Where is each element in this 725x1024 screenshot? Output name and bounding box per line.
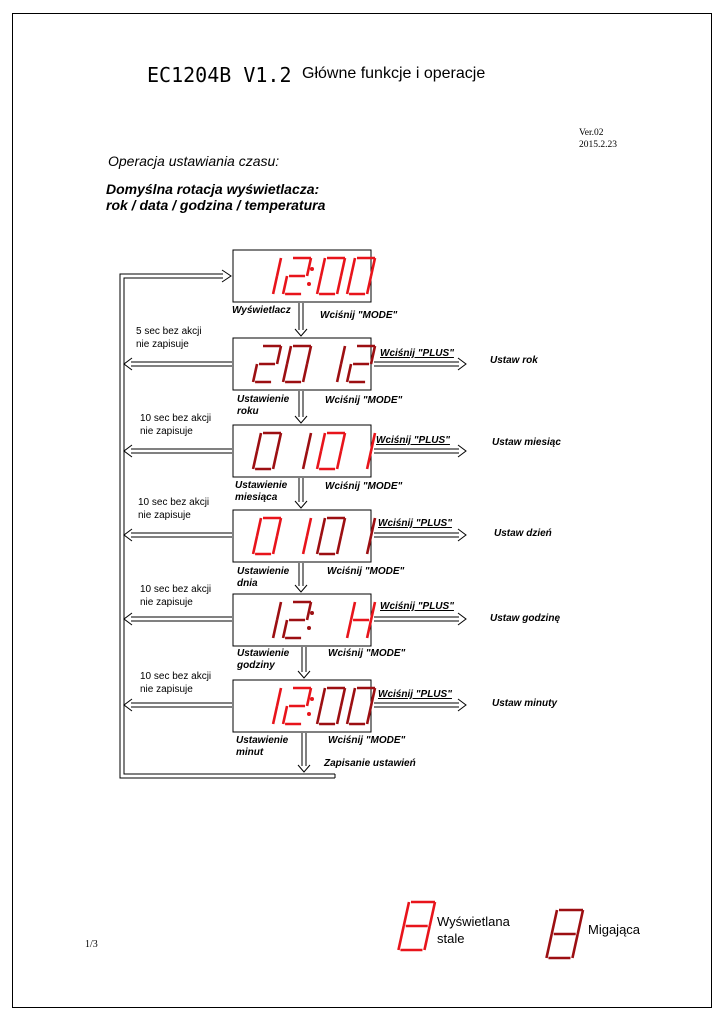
step-3-mode-label: Wciśnij "MODE" [325, 481, 403, 492]
step-1-mode-label: Wciśnij "MODE" [320, 310, 398, 321]
rotation-line-1: Domyślna rotacja wyświetlacza: [106, 181, 320, 197]
step-6-plus-label: Wciśnij "PLUS" [378, 689, 452, 700]
step-4-mode-label: Wciśnij "MODE" [327, 566, 405, 577]
display-step-6 [233, 680, 375, 732]
legend-digit [398, 902, 435, 950]
legend-blinking-glyph [546, 910, 583, 958]
step-3-timeout-line-2: nie zapisuje [140, 426, 193, 437]
step-6-timeout-line-1: 10 sec bez akcji [140, 671, 212, 682]
colon-dot-top [310, 697, 314, 701]
step-6-timeout-line-2: nie zapisuje [140, 684, 193, 695]
segment-b [578, 910, 583, 934]
version-number: Ver.02 [579, 128, 604, 138]
step-5-label-line-1: Ustawienie [237, 648, 290, 659]
step-3-label-line-2: miesiąca [235, 492, 278, 503]
step-2-mode-label: Wciśnij "MODE" [325, 395, 403, 406]
segment-b [371, 258, 375, 276]
step-4-timeout-line-2: nie zapisuje [138, 510, 191, 521]
step-6-mode-label: Wciśnij "MODE" [328, 735, 406, 746]
step-2-action: Ustaw rok [490, 355, 538, 366]
display-frame [233, 425, 371, 477]
legend-steady-line-1: Wyświetlana [437, 914, 510, 929]
segment-e [546, 934, 551, 958]
segment-b [371, 433, 375, 451]
segment-f [404, 902, 409, 926]
mode-arrow-4 [295, 563, 307, 592]
legend-steady-line-2: stale [437, 931, 465, 946]
colon-dot-bottom [307, 712, 311, 716]
segment-f [552, 910, 557, 934]
timeout-arrow-3 [124, 445, 232, 457]
colon-dot-bottom [307, 282, 311, 286]
page-number: 1/3 [85, 939, 98, 950]
mode-arrow-5 [298, 647, 310, 678]
timeout-arrow-5 [124, 613, 232, 625]
step-5-mode-label: Wciśnij "MODE" [328, 648, 406, 659]
display-step-1 [233, 250, 375, 302]
segment-c [572, 934, 577, 958]
step-5-plus-label: Wciśnij "PLUS" [380, 601, 454, 612]
display-step-5 [233, 594, 375, 646]
version-date: 2015.2.23 [579, 140, 617, 150]
step-6-label-line-2: minut [236, 747, 264, 758]
step-2-label-line-2: roku [237, 406, 259, 417]
display-step-4 [233, 510, 375, 562]
display-step-2 [233, 338, 375, 390]
segment-b [371, 346, 375, 364]
colon-dot-bottom [307, 626, 311, 630]
model-title: EC1204B V1.2 [147, 63, 292, 87]
timeout-arrow-6 [124, 699, 232, 711]
save-label: Zapisanie ustawień [324, 758, 416, 769]
step-2-plus-label: Wciśnij "PLUS" [380, 348, 454, 359]
timeout-arrow-2 [124, 358, 232, 370]
display-step-3 [233, 425, 375, 477]
colon-dot-top [310, 611, 314, 615]
plus-arrow-5 [374, 613, 466, 625]
step-2-label-line-1: Ustawienie [237, 394, 290, 405]
mode-arrow-2 [295, 391, 307, 423]
legend-steady-glyph [398, 902, 435, 950]
step-4-label-line-2: dnia [237, 578, 258, 589]
step-6-action: Ustaw minuty [492, 698, 558, 709]
timeout-arrow-4 [124, 529, 232, 541]
step-5-action: Ustaw godzinę [490, 613, 561, 624]
colon-dot-top [310, 267, 314, 271]
step-4-timeout-line-1: 10 sec bez akcji [138, 497, 210, 508]
legend-digit [546, 910, 583, 958]
step-3-action: Ustaw miesiąc [492, 437, 561, 448]
step-6-label-line-1: Ustawienie [236, 735, 289, 746]
plus-arrow-4 [374, 529, 466, 541]
step-4-plus-label: Wciśnij "PLUS" [378, 518, 452, 529]
display-frame [233, 510, 371, 562]
segment-c [424, 926, 429, 950]
mode-arrow-1 [295, 303, 307, 336]
segment-e [398, 926, 403, 950]
step-3-label-line-1: Ustawienie [235, 480, 288, 491]
segment-b [430, 902, 435, 926]
step-3-plus-label: Wciśnij "PLUS" [376, 435, 450, 446]
step-5-label-line-2: godziny [237, 660, 275, 671]
step-2-timeout-line-1: 5 sec bez akcji [136, 326, 202, 337]
mode-arrow-6 [298, 733, 310, 772]
step-5-timeout-line-2: nie zapisuje [140, 597, 193, 608]
document-title: Główne funkcje i operacje [302, 65, 486, 82]
rotation-line-2: rok / data / godzina / temperatura [106, 197, 326, 213]
legend-blinking: Migająca [588, 922, 641, 937]
mode-arrow-3 [295, 478, 307, 508]
step-4-label-line-1: Ustawienie [237, 566, 290, 577]
step-4-action: Ustaw dzień [494, 528, 552, 539]
step-2-timeout-line-2: nie zapisuje [136, 339, 189, 350]
step-1-label: Wyświetlacz [232, 305, 291, 316]
step-3-timeout-line-1: 10 sec bez akcji [140, 413, 212, 424]
section-subtitle: Operacja ustawiania czasu: [108, 153, 280, 169]
step-5-timeout-line-1: 10 sec bez akcji [140, 584, 212, 595]
